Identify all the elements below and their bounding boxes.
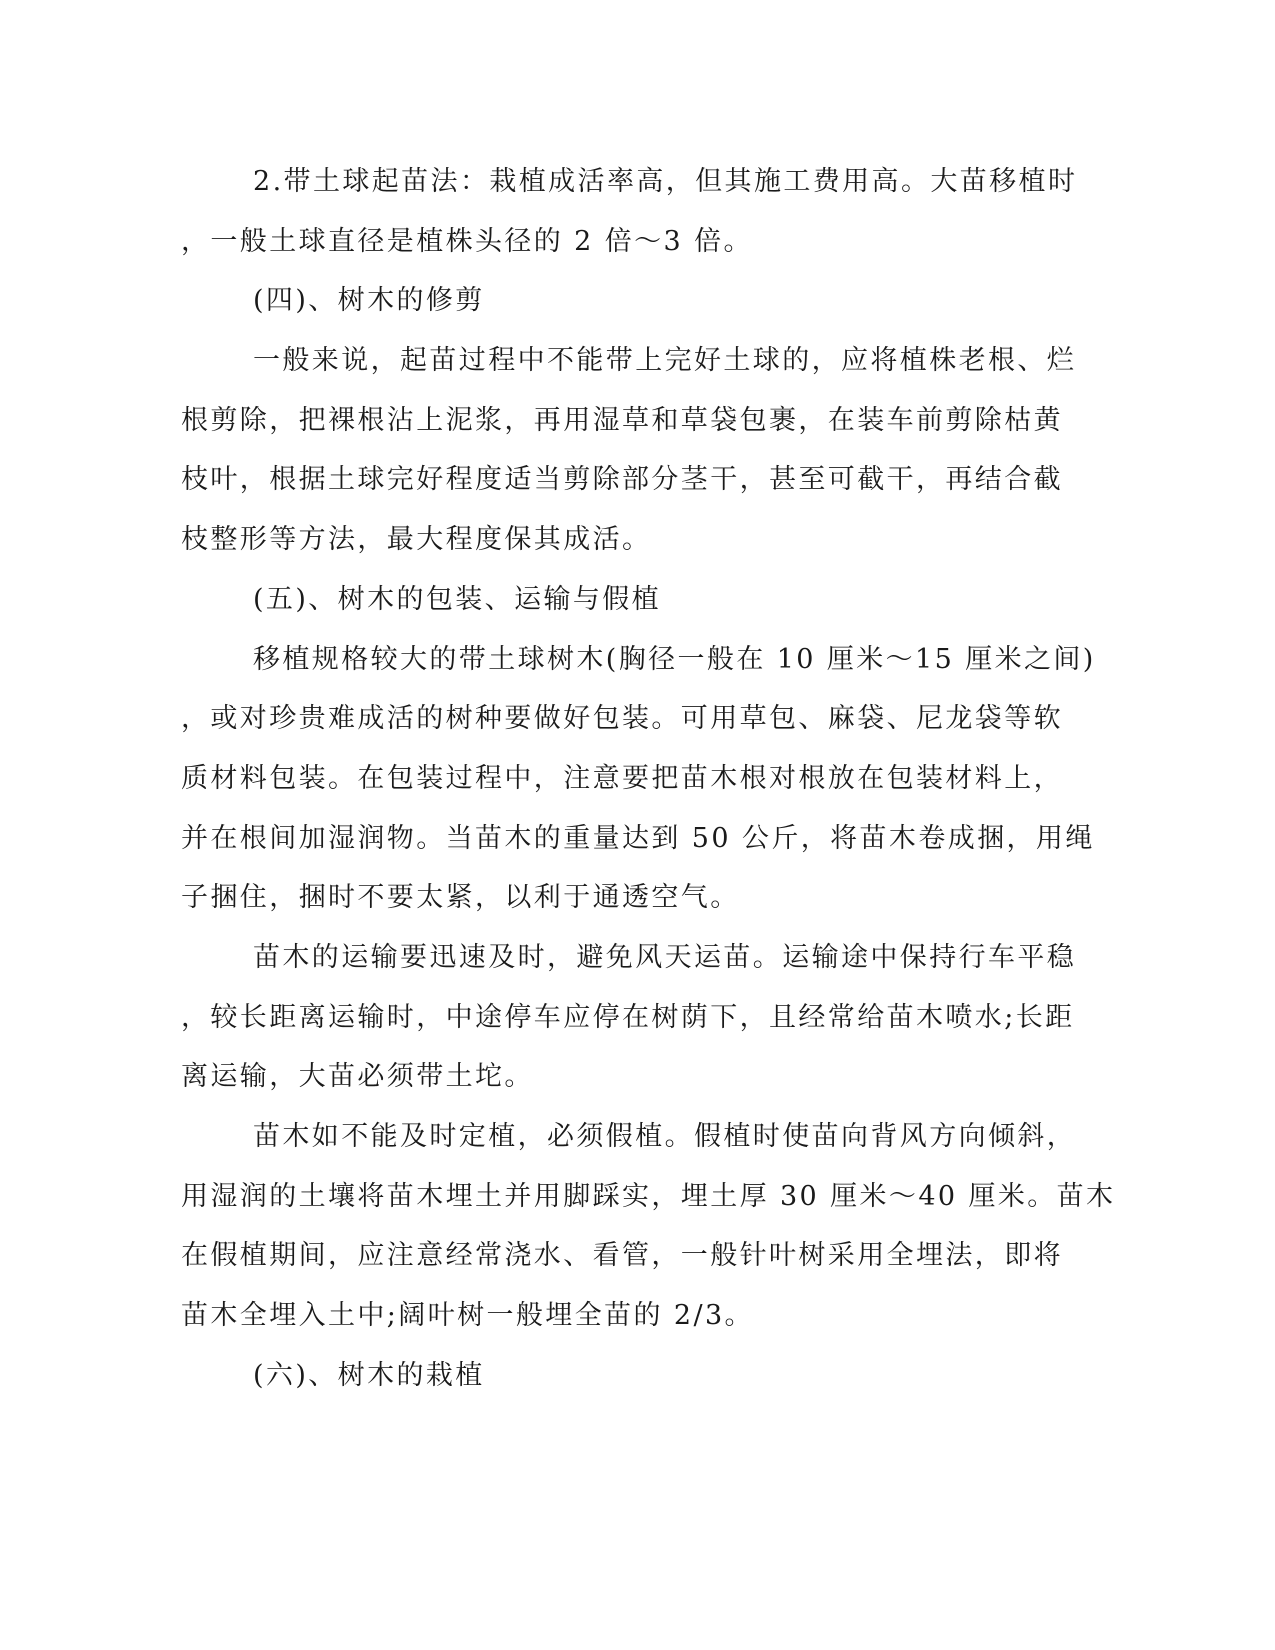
text-line: 苗木的运输要迅速及时，避免风天运苗。运输途中保持行车平稳 [253,941,1077,973]
document-body [181,152,1116,1405]
text-line: 苗木如不能及时定植，必须假植。假植时使苗向背风方向倾斜， [253,1121,1077,1152]
text-line: 并在根间加湿润物。当苗木的重量达到 50 公斤，将苗木卷成捆，用绳 [181,822,1095,854]
text-line: ，较长距离运输时，中途停车应停在树荫下，且经常给苗木喷水;长距 [181,1001,1075,1033]
text-line: ，或对珍贵难成活的树种要做好包装。可用草包、麻袋、尼龙袋等软 [181,703,1063,735]
text-line: 苗木全埋入土中;阔叶树一般埋全苗的 2/3。 [181,1300,754,1332]
text-line: 移植规格较大的带土球树木(胸径一般在 10 厘米～15 厘米之间) [253,643,1096,675]
text-line: 一般来说，起苗过程中不能带上完好土球的，应将植株老根、烂 [253,345,1077,377]
section-heading: (五)、树木的包装、运输与假植 [253,583,662,615]
text-line: 根剪除，把裸根沾上泥浆，再用湿草和草袋包裹，在装车前剪除枯黄 [181,404,1063,436]
text-line: 枝叶，根据土球完好程度适当剪除部分茎干，甚至可截干，再结合截 [181,464,1063,496]
text-line: 离运输，大苗必须带土坨。 [181,1061,534,1093]
text-line: ，一般土球直径是植株头径的 2 倍～3 倍。 [181,225,753,257]
text-line: 用湿润的土壤将苗木埋土并用脚踩实，埋土厚 30 厘米～40 厘米。苗木 [181,1180,1116,1212]
section-heading: (四)、树木的修剪 [253,285,485,317]
text-line: 质材料包装。在包装过程中，注意要把苗木根对根放在包装材料上， [181,762,1063,794]
text-line: 在假植期间，应注意经常浇水、看管，一般针叶树采用全埋法，即将 [181,1240,1063,1272]
section-heading: (六)、树木的栽植 [253,1359,485,1391]
text-line: 子捆住，捆时不要太紧，以利于通透空气。 [181,882,740,914]
text-line: 2.带土球起苗法：栽植成活率高，但其施工费用高。大苗移植时 [253,166,1078,197]
text-line: 枝整形等方法，最大程度保其成活。 [181,524,652,556]
